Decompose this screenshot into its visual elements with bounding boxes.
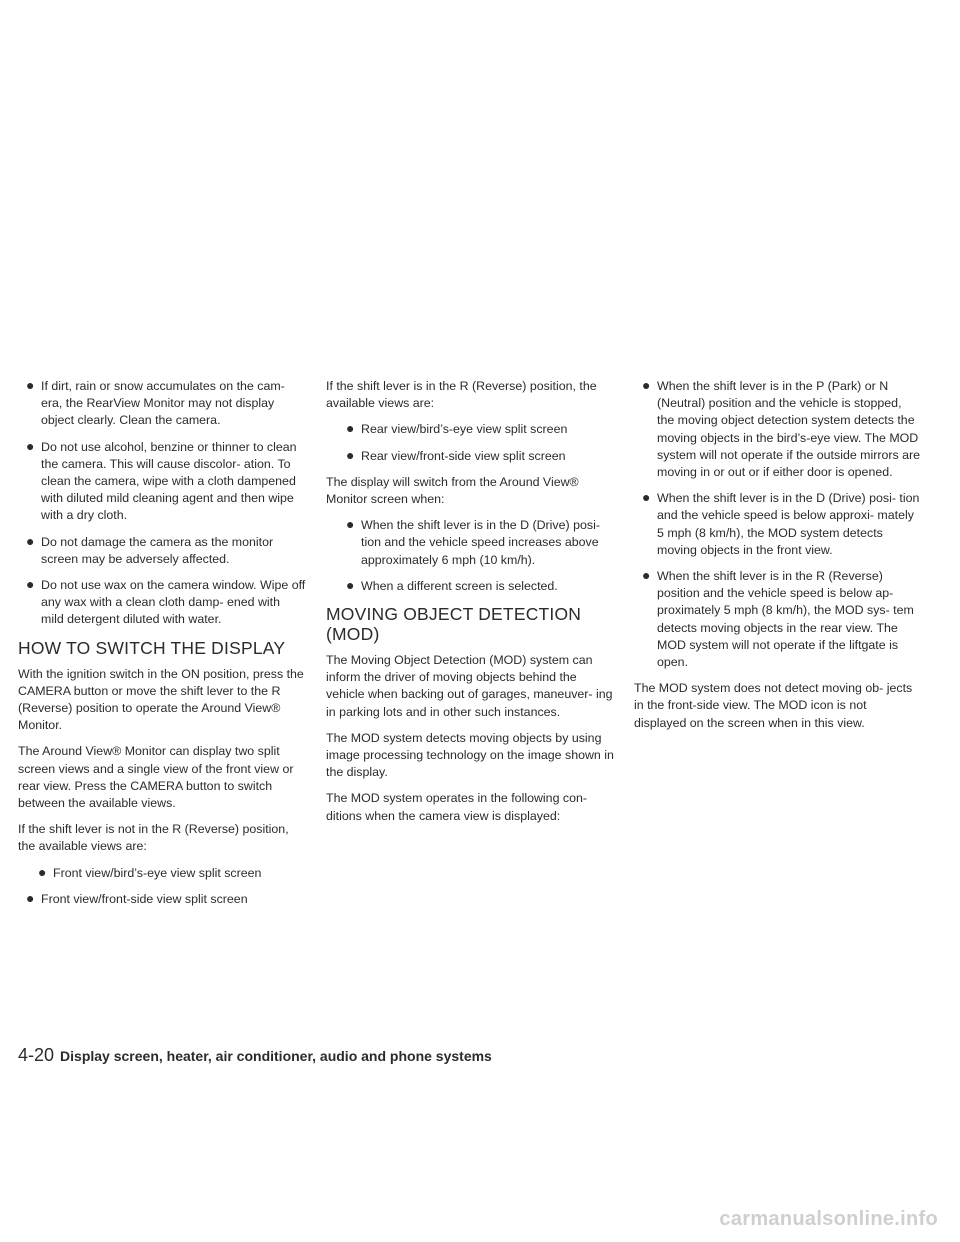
section-heading-mod: MOVING OBJECT DETECTION (MOD) [326,604,582,645]
column-middle [326,378,614,834]
list-item: ● When the shift lever is in the R (Reverse) position and the vehicle speed is below ap- proximately 5 mph (8 km/h), the MOD sys- tem detects moving objects in the rear view. The MOD system will not operate if the liftgate is open. [642,567,914,670]
page-footer [18,1045,948,1067]
paragraph: If the shift lever is in the R (Reverse) position, the available views are: [326,379,597,411]
list-item: ● Front view/front-side view split screen [26,889,248,906]
bullet-icon: ● [26,437,35,454]
list-item: ● When the shift lever is in the D (Drive) posi- tion and the vehicle speed is below approxi- mately 5 mph (8 km/h), the MOD system detects moving objects in the front view. [642,489,920,557]
paragraph: With the ignition switch in the ON position, press the CAMERA button or move the shift lever to the R (Reverse) position to operate the Around View® Monitor. [18,666,304,733]
list-item: ● When the shift lever is in the P (Park) or N (Neutral) position and the vehicle is stopped, the moving object detection system detects the moving objects in the bird’s-eye view. The MOD system will not operate if the outside mirrors are moving in or out or if either door is opened. [642,377,921,480]
paragraph: If the shift lever is not in the R (Reverse) position, the available views are: [18,822,289,854]
bullet-icon: ● [346,446,355,463]
list-item: ● Front view/bird’s-eye view split screen [38,863,262,880]
list-item: ● When the shift lever is in the D (Drive) posi- tion and the vehicle speed increases above approximately 6 mph (10 km/h). [346,516,600,567]
bullet-icon: ● [38,863,47,880]
column-left [18,378,306,917]
watermark: carmanualsonline.info [719,1208,938,1230]
page-number: 4-20 [18,1045,55,1065]
paragraph: The Around View® Monitor can display two split screen views and a single view of the front view or rear view. Press the CAMERA button to switch between the available views. [18,744,294,811]
paragraph: The MOD system detects moving objects by using image processing technology on the image shown in the display. [326,730,614,780]
bullet-icon: ● [346,420,355,437]
paragraph: The MOD system does not detect moving ob- jects in the front-side view. The MOD icon is not displayed on the screen when in this view. [634,681,913,730]
paragraph: The MOD system operates in the following con- ditions when the camera view is displayed: [326,791,588,823]
bullet-icon: ● [346,516,355,533]
bullet-icon: ● [26,889,35,906]
list-item: ● Rear view/front-side view split screen [346,446,566,463]
list-item: ● Do not damage the camera as the monitor screen may be adversely affected. [26,532,274,566]
list-item: ● When a different screen is selected. [346,576,558,593]
column-right [634,378,922,741]
section-heading-switch-display: HOW TO SWITCH THE DISPLAY [18,637,286,658]
list-item: ● Rear view/bird’s-eye view split screen [346,420,568,437]
bullet-icon: ● [642,489,651,506]
bullet-icon: ● [346,576,355,593]
list-item: ● If dirt, rain or snow accumulates on the cam- era, the RearView Monitor may not display object clearly. Clean the camera. [26,377,285,428]
bullet-icon: ● [26,532,35,549]
paragraph: The Moving Object Detection (MOD) system can inform the driver of moving objects behind the vehicle when backing out of garages, maneuver- ing in parking lots and in other such instances. [326,653,613,719]
bullet-icon: ● [26,576,35,593]
bullet-icon: ● [642,567,651,584]
bullet-icon: ● [642,377,651,393]
paragraph: The display will switch from the Around View® Monitor screen when: [326,474,579,507]
list-item: ● Do not use wax on the camera window. Wipe off any wax with a clean cloth damp- ened with mild detergent diluted with water. [26,576,306,627]
list-item: ● Do not use alcohol, benzine or thinner to clean the camera. This will cause discolor- ation. To clean the camera, wipe with a cloth dampened with diluted mild cleaning agent and then wipe with a dry cloth. [26,437,297,523]
bullet-icon: ● [26,377,35,393]
section-title: Display screen, heater, air conditioner, audio and phone systems [60,1048,492,1064]
